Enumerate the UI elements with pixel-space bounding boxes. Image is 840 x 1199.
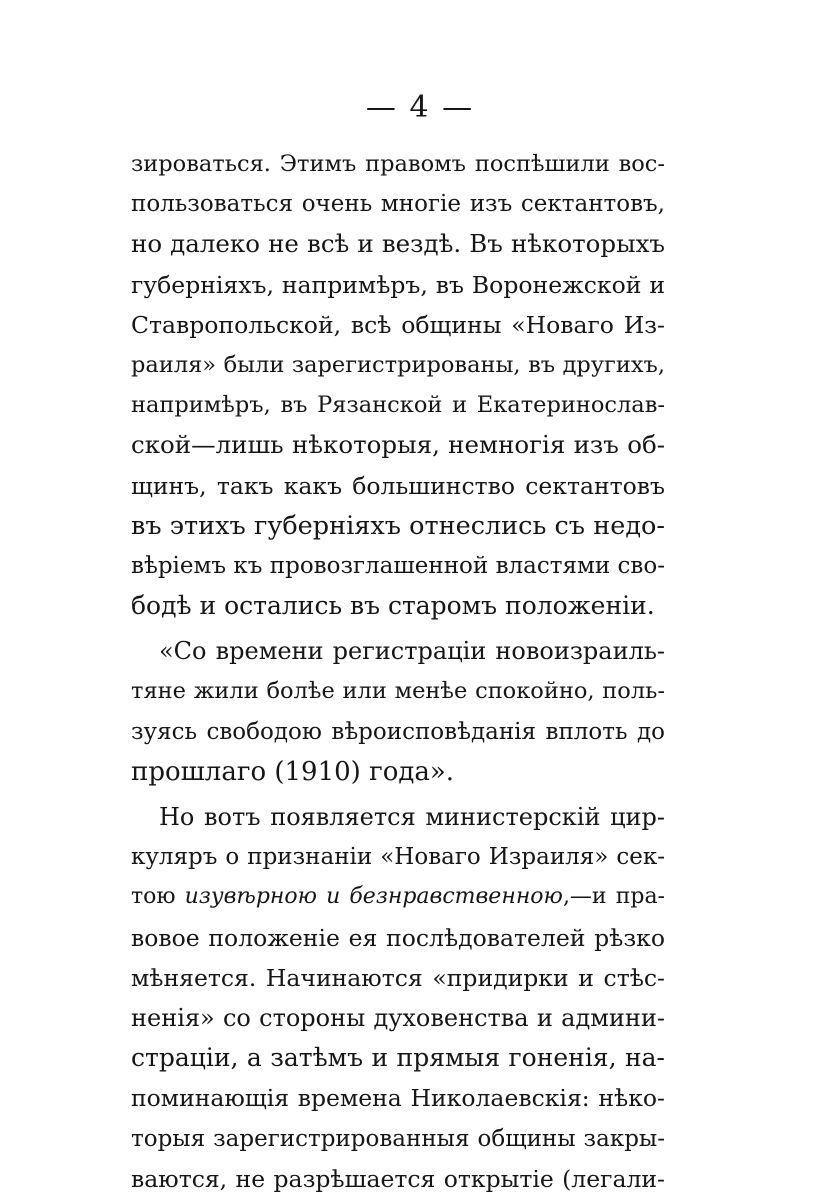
text-line: «Со времени регистраціи новоизраиль- — [159, 637, 665, 666]
text-line: страціи, а затѣмъ и прямыя гоненія, на- — [131, 1043, 665, 1073]
text-line: но далеко не всѣ и вездѣ. Въ нѣкоторыхъ — [131, 229, 665, 259]
paragraph-1 — [131, 144, 665, 626]
page-number: — 4 — — [365, 90, 475, 125]
text-line: поминающія времена Николаевскія: нѣко- — [131, 1084, 665, 1113]
text-line: напримѣръ, въ Рязанской и Екатеринослав- — [131, 392, 665, 419]
text-line: зуясь свободою вѣроисповѣданія вплоть до — [131, 718, 665, 745]
text-line: вѣріемъ къ провозглашенной властями сво- — [131, 552, 665, 579]
text-line: раиля» были зарегистрированы, въ другихъ, — [131, 351, 665, 378]
text-line: ваются, не разрѣшается открытіе (легали- — [131, 1164, 665, 1193]
text-line: торыя зарегистрированныя общины закры- — [131, 1125, 665, 1152]
text-line: пользоваться очень многіе изъ сектантовъ, — [131, 191, 665, 218]
text-line: прошлаго (1910) года». — [131, 756, 455, 787]
page-body-text — [131, 144, 665, 1199]
paragraph-3 — [131, 797, 665, 1199]
text-line-with-italic — [131, 877, 665, 917]
text-line: губерніяхъ, напримѣръ, въ Воронежской и — [131, 270, 665, 299]
text-line: мѣняется. Начинаются «придирки и стѣс- — [131, 963, 665, 992]
text-line: вовое положеніе ея послѣдователей рѣзко — [131, 923, 665, 952]
text-line: тяне жили болѣе или менѣе спокойно, поль- — [131, 678, 665, 705]
text-line: Но вотъ появляется министерскій цир- — [159, 803, 665, 831]
text-line: ской—лишь нѣкоторыя, немногія изъ об- — [131, 430, 665, 460]
text-line: въ этихъ губерніяхъ отнеслись съ недо- — [131, 510, 665, 541]
text-segment: ,—и пра- — [562, 884, 665, 910]
text-line: куляръ о признаніи «Новаго Израиля» сек- — [131, 844, 665, 871]
text-line: Ставропольской, всѣ общины «Новаго Из- — [131, 310, 665, 339]
paragraph-2 — [131, 631, 665, 792]
italic-emphasis: изувѣрною и безнравственною — [184, 884, 563, 910]
text-line: щинъ, такъ какъ большинство сектантовъ — [131, 471, 665, 500]
text-line: зироваться. Этимъ правомъ поспѣшили вос- — [131, 151, 665, 177]
text-line: ненія» со стороны духовенства и админи- — [131, 1003, 665, 1032]
text-line: бодѣ и остались въ старомъ положеніи. — [131, 591, 655, 621]
text-segment: тою — [131, 884, 185, 910]
